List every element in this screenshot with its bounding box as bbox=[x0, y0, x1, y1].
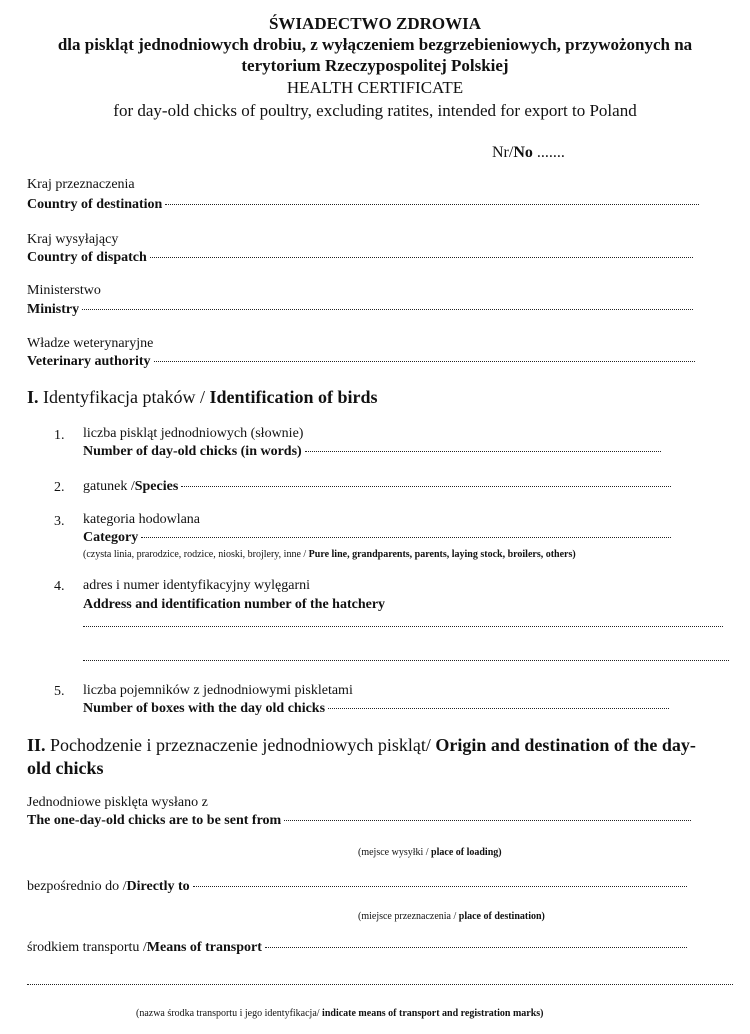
item4-number: 4. bbox=[54, 579, 65, 594]
certificate-subtitle-pl-line2: terytorium Rzeczypospolitej Polskiej bbox=[241, 56, 509, 75]
item5-label-pl: liczba pojemników z jednodniowymi piskletami bbox=[83, 683, 353, 698]
section2-heading-line1: II. Pochodzenie i przeznaczenie jednodniowych piskląt/ Origin and destination of the day- bbox=[27, 735, 696, 755]
item3-note: (czysta linia, prarodzice, rodzice, nioski, brojlery, inne / Pure line, grandparents, parents, laying stock, broilers, others) bbox=[83, 549, 576, 560]
sent-from-field[interactable]: The one-day-old chicks are to be sent from bbox=[27, 813, 691, 829]
item4-line1[interactable] bbox=[83, 626, 723, 627]
destination-label-pl: Kraj przeznaczenia bbox=[27, 177, 135, 192]
item5-field[interactable]: Number of boxes with the day old chicks bbox=[83, 701, 669, 717]
section1-heading: I. Identyfikacja ptaków / Identification of birds bbox=[27, 387, 378, 407]
item3-label-pl: kategoria hodowlana bbox=[83, 512, 201, 527]
loading-note: (mejsce wysyłki / place of loading) bbox=[358, 847, 502, 858]
destination-note: (miejsce przeznaczenia / place of destination) bbox=[358, 911, 545, 922]
item1-number: 1. bbox=[54, 428, 65, 443]
item3-number: 3. bbox=[54, 514, 65, 529]
item3-field[interactable]: Category bbox=[83, 530, 671, 546]
sent-from-label-pl: Jednodniowe pisklęta wysłano z bbox=[27, 795, 208, 810]
certificate-number: Nr/No ....... bbox=[492, 144, 565, 161]
certificate-subtitle-en: for day-old chicks of poultry, excluding ratites, intended for export to Poland bbox=[113, 101, 637, 120]
transport-field[interactable]: środkiem transportu / Means of transport bbox=[27, 940, 687, 956]
dispatch-label-pl: Kraj wysyłający bbox=[27, 232, 119, 247]
dispatch-field[interactable]: Country of dispatch bbox=[27, 250, 693, 266]
transport-line2[interactable] bbox=[27, 984, 733, 985]
item2-number: 2. bbox=[54, 480, 65, 495]
vet-authority-label-pl: Władze weterynaryjne bbox=[27, 336, 154, 351]
destination-field[interactable]: Country of destination bbox=[27, 197, 699, 213]
item4-label-en: Address and identification number of the hatchery bbox=[83, 597, 386, 612]
ministry-field[interactable]: Ministry bbox=[27, 302, 693, 318]
item1-field[interactable]: Number of day-old chicks (in words) bbox=[83, 444, 661, 460]
item4-line2[interactable] bbox=[83, 660, 729, 661]
vet-authority-field[interactable]: Veterinary authority bbox=[27, 354, 695, 370]
certificate-title-en: HEALTH CERTIFICATE bbox=[286, 78, 464, 97]
certificate-title-pl: ŚWIADECTWO ZDROWIA bbox=[268, 14, 482, 33]
item2-field[interactable]: gatunek / Species bbox=[83, 479, 671, 495]
certificate-subtitle-pl-line1: dla piskląt jednodniowych drobiu, z wyłączeniem bezgrzebieniowych, przywożonych na bbox=[57, 35, 693, 54]
directly-to-field[interactable]: bezpośrednio do / Directly to bbox=[27, 879, 687, 895]
item1-label-pl: liczba piskląt jednodniowych (słownie) bbox=[83, 426, 304, 441]
section2-heading-line2: old chicks bbox=[27, 758, 104, 778]
item5-number: 5. bbox=[54, 684, 65, 699]
transport-note: (nazwa środka transportu i jego identyfikacja/ indicate means of transport and registration marks) bbox=[136, 1008, 544, 1019]
ministry-label-pl: Ministerstwo bbox=[27, 283, 101, 298]
item4-label-pl: adres i numer identyfikacyjny wylęgarni bbox=[83, 578, 311, 593]
